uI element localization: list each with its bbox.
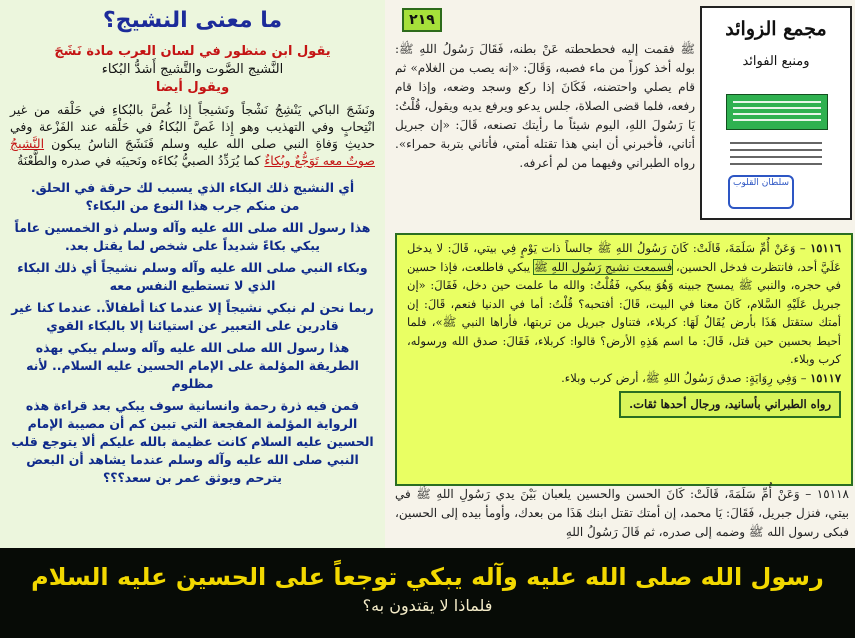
book-cover-subtitle: ومنبع الفوائد xyxy=(742,54,810,69)
hadith-text-2: وَفِي رِوَايَةٍ: صدق رَسُولُ اللهِ ﷺ، أرض كرب وبلاء. xyxy=(561,370,798,385)
book-cover-title: مجمع الزوائد xyxy=(725,18,827,40)
source-line: يقول ابن منظور في لسان العرب مادة نَشَجَ xyxy=(54,44,331,59)
commentary-line: ربما نحن لم نبكي نشيجاً إلا عندما كنا أطفالاً.. عندما كنا غير قادرين على التعبير عن استيائنا إلا بالبكاء القوي xyxy=(11,300,374,333)
highlighted-hadith-box: ١٥١١٦ – وَعَنْ أُمِّ سَلَمَةَ، قَالَتْ: كَانَ رَسُولُ اللهِ ﷺ جالساً ذات يَوْمٍ فِي بيتي، قَالَ: لا يدخل عَلَيَّ أحد، فانتظرت فدخل الحسين، فسمعت نشيج رَسُولِ اللهِ ﷺ يبكي فاطلعت، فإذا حسين في حجره، والنبي ﷺ يمسح جبينه وَهُوَ يبكي، فَقُلْتُ: والله ما علمت حين دخل، فَقَالَ: «إن جبريل عَلَيْهِ السَّلام، كَانَ معنا في البيت، قَالَ: أفتحبه؟ قُلْتُ: أما في الدنيا فنعم، قَالَ: إن أمتك ستقتل هَذَا بأرض يُقَالُ لَهَا: كربلاء، فتناول جبريل من تربتها، فأراها النبي ﷺ»، فلما أحيط بحسين حين قتل، قَالَ: ما اسم هَذِهِ الأرض؟ قالوا: كربلاء، فَقَالَ: صدق الله ورسوله، كرب وبلاء. ١٥١١٧ – وَفِي رِوَايَةٍ: صدق رَسُولُ اللهِ ﷺ، أرض كرب وبلاء. رواه الطبراني بأسانيد، ورجال أحدها ثقات. xyxy=(395,233,853,486)
caption-banner xyxy=(0,548,855,638)
book-cover-text-lines xyxy=(730,142,822,144)
commentary-line: هذا رسول الله صلى الله عليه وآله وسلم يبكي بهذه الطريقة المؤلمة على الإمام الحسين عليه السلام.. لأنه مظلوم xyxy=(26,340,359,391)
paragraph-highlight: النَّشيجُ صوتٌ معه تَوَجُّعٌ وبُكاءٌ xyxy=(10,136,375,168)
commentary-line: من منكم جرب هذا النوع من البكاء؟ xyxy=(85,198,300,213)
explanation-title: ما معنى النشيج؟ xyxy=(102,8,283,33)
commentary-line: هذا رسول الله صلى الله عليه وآله وسلم ذو الخمسين عاماً يبكي بكاءً شديداً على شخص لما يقتل بعد. xyxy=(14,220,371,253)
definition-line: النَّشيج الصَّوت والتَّشيج أَشدُّ البُكاء xyxy=(101,62,284,77)
banner-question: فلماذا لا يقتدون به؟ xyxy=(362,596,493,615)
paragraph-tail: كما يُرَدِّدُ الصبيُّ بُكاءَه ونَحيبَه في صدره والطَّعْنَةُ xyxy=(17,153,261,168)
nashij-highlight: فسمعت نشيج رَسُولِ اللهِ ﷺ xyxy=(533,259,673,274)
banner-headline: رسول الله صلى الله عليه وآله يبكي توجعاً على الحسين عليه السلام xyxy=(31,563,824,591)
lisan-paragraph xyxy=(10,101,375,169)
paragraph-lead: ونَشَجَ الباكي يَنْشِجُ نَشْجاً ونَشيجاً إِذا غُصَّ بالبُكاءِ في حَلْقه من غير انْتِحابٍ وفي التهذيب وهو إِذا غَصَّ البُكاءُ في حَلْقه عند الفَزْعة وفي حديثِ وَفاةِ النبي صلى الله عليه وسلم فَنَشَجَ الناسُ يبكون xyxy=(10,102,375,151)
book-cover-label-box xyxy=(726,94,828,130)
commentary-line: وبكاء النبي صلى الله عليه وآله وسلم نشيجاً أي ذلك البكاء الذي لا تستطيع النفس معه xyxy=(17,260,368,293)
hadith-text-continued: يبكي فاطلعت، فإذا حسين في حجره، والنبي ﷺ يمسح جبينه وَهُوَ يبكي، فَقُلْتُ: والله ما علمت حين دخل، فَقَالَ: «إن جبريل عَلَيْهِ السَّلام، كَانَ معنا في البيت، قَالَ: أفتحبه؟ قُلْتُ: أما في الدنيا فنعم، قَالَ: إن أمتك ستقتل هَذَا بأرض يُقَالُ لَهَا: كربلاء، فتناول جبريل من تربتها، فأراها النبي ﷺ»، فلما أحيط بحسين حين قتل، قَالَ: ما اسم هَذِهِ الأرض؟ قالوا: كربلاء، فَقَالَ: صدق الله ورسوله، كرب وبلاء. xyxy=(407,259,841,366)
commentary-line: أي النشيج ذلك البكاء الذي يسبب لك حرقة في الحلق. xyxy=(30,180,355,195)
narration-note: رواه الطبراني بأسانيد، ورجال أحدها ثقات. xyxy=(407,391,841,418)
page-number-badge: ٢١٩ xyxy=(402,8,442,32)
book-bottom-text: ١٥١١٨ – وَعَنْ أُمِّ سَلَمَةَ، قَالَتْ: كَانَ الحسن والحسين يلعبان بَيْنَ يدي رَسُولِ اللهِ ﷺ في بيتي، فنزل جبريل، فَقَالَ: يَا محمد، إن أمتك تقتل ابنك هَذَا من بعدك، وأومأ بيده إلى الحسين، فبكى رسول الله ﷺ وضمه إلى صدره، ثم قَالَ رَسُولُ اللهِ xyxy=(395,487,849,539)
hadith-number: ١٥١١٦ xyxy=(810,241,841,255)
also-line: ويقول أيضا xyxy=(155,80,230,95)
stamp-logo: سلطان القلوب xyxy=(728,175,794,209)
commentary-line: فمن فيه ذرة رحمة وانسانية سوف يبكي بعد قراءة هذه الرواية المؤلمة المفجعة التي تبين كم أن مصيبة الإمام الحسين عليه السلام كانت عظيمة بالله عليكم ألا يتوجع قلب النبي صلى الله عليه وآله وسلم عندما يشاهد أن البعض يترحم ويوثق عمر بن سعد؟؟؟ xyxy=(11,398,374,485)
explanation-panel xyxy=(0,0,385,548)
hadith-number-2: ١٥١١٧ xyxy=(810,370,841,385)
hadith-text: وَعَنْ أُمِّ سَلَمَةَ، قَالَتْ: كَانَ رَسُولُ اللهِ ﷺ جالساً ذات يَوْمٍ فِي بيتي، قَالَ: لا يدخل عَلَيَّ أحد، فانتظرت فدخل الحسين، xyxy=(407,241,842,274)
book-top-text: ﷺ فقمت إليه فحطحطته عَنْ بطنه، فَقَالَ رَسُولُ اللهِ ﷺ: بوله أخذ كوزاً من ماء فصبه، وَقَالَ: «إنه يصب من الغلام» ثم قام يصلي واحتضنه، فَكَانَ إذا ركع وسجد وضعه، وإذا قام رفعه، فلما قضى الصلاة، جلس يدعو ويرفع يديه ويقول، قُلْتُ: يَا رَسُولَ اللهِ، اليوم شيئاً ما رأيتك تصنعه، قَالَ: «إن جبريل أتاني، فأخبرني أن ابني هذا تقتله أمتي، فأتاني بتربة حمراء». رواه الطبراني وفيهما من لم أعرفه. xyxy=(395,42,695,170)
book-cover-image xyxy=(700,6,852,220)
